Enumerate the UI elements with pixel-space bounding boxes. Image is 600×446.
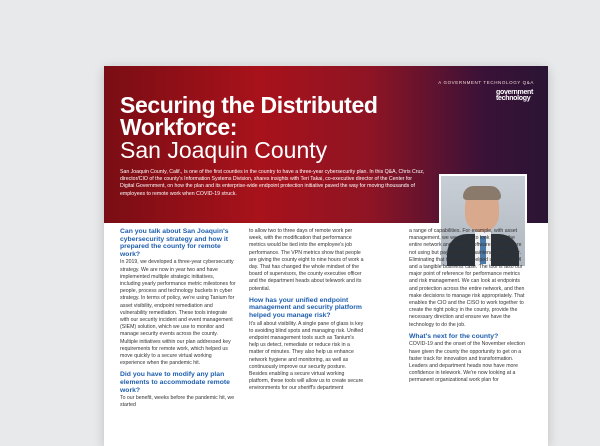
answer-paragraph: It's all about visibility. A single pane of glass is key to avoiding blind spots and managing risk. Unified endpoint management tools such as Tanium's help us detect, remediate or reduce risk in a matter of minutes. They also help us enhance network hygiene and monitoring, as well as continuously improve our security posture. Besides enabling a secure virtual working platform, these tools will allow us to create secure environments for our sheriff's department (249, 320, 364, 392)
question-heading: Can you talk about San Joaquin's cybersecurity strategy and how it prepared the county for remote work? (120, 228, 229, 258)
intro-paragraph: San Joaquin County, Calif., is one of the first counties in the country to have a three-year cybersecurity plan. In this Q&A, Chris Cruz, director/CIO of the county's Information Systems Division, shares insights with Teri Takai, co-executive director of the Center for Digital Government, on how the plan and its enterprise-wide endpoint protection initiative paved the way for moving thousands of employees to remote work when COVID-19 struck. (120, 169, 425, 197)
page-subtitle: San Joaquin County (120, 137, 328, 163)
document-page (104, 66, 548, 446)
portrait-hair (463, 186, 501, 200)
answer-paragraph: To our benefit, weeks before the pandemic hit, we started (120, 395, 235, 409)
text-column-2 (249, 228, 365, 397)
answer-paragraph: In 2019, we developed a three-year cybersecurity strategy. We are now in year two and have implemented multiple strategic initiatives, including yearly performance metric milestones for people, process and technology buckets in cyber strategy. In terms of policy, we're using Tanium for asset visibility, endpoint remediation and vulnerability remediation. These tools integrate with our security incident and event management (SIEM) solution, which we use to monitor and manage security events across the county. Multiple initiatives within our plan addressed key requirements for remote work, which helped us move quickly to a secure virtual working experience when the pandemic hit. (120, 259, 236, 367)
text-column-3 (409, 228, 525, 389)
question-heading: Did you have to modify any plan elements to accommodate remote work? (120, 371, 230, 394)
answer-paragraph: a range of capabilities. For example, with asset management, we were able to look across the entire network and identify software that we were not using but paying costly maintenance fees for. Eliminating that technology helped us create ROI and a tangible business case. The tool is also our major point of reference for performance metrics and risk management. We can look at endpoints and protection across the entire network, and then make decisions to manage risk appropriately. That enables the CIO and the CISO to work together to create the right policy in the county, provide the necessary direction and ensure we have the technology to do the job. (409, 228, 525, 328)
answer-paragraph: to allow two to three days of remote work per week, with the modification that performance metrics would be tied into the employee's job performance. The VPN metrics show that people are giving the county eight to nine hours of work a day. That has changed the whole mindset of the board of supervisors, the county executive officer and the department heads about telework and its potential. (249, 228, 364, 292)
page-title: Securing the Distributed Workforce: (120, 92, 378, 140)
question-heading: How has your unified endpoint management and security platform helped you manage risk? (249, 296, 362, 320)
brand-logo: government technology (496, 89, 534, 102)
kicker-text: A GOVERNMENT TECHNOLOGY Q&A (438, 80, 534, 85)
text-column-1 (120, 228, 236, 414)
answer-paragraph: COVID-19 and the onset of the November election have given the county the opportunity to get on a faster track for innovation and transformation. Leaders and department heads now have more confidence in telework. We're now looking at a permanent organizational work plan for (409, 341, 525, 384)
question-heading: What's next for the county? (409, 332, 499, 340)
